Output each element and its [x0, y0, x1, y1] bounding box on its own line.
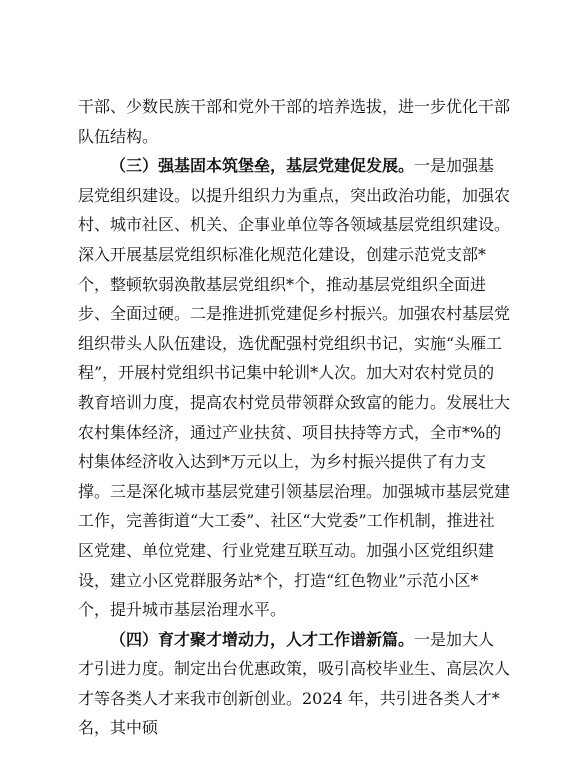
paragraph-cadre-structure: [78, 92, 510, 151]
paragraph-text: 一是加大人才引进力度。制定出台优惠政策，吸引高校毕业生、高层次人才等各类人才来我市创新创业。2024 年，共引进各类人才*名，其中硕: [78, 629, 511, 738]
paragraph-talent-work: [78, 625, 510, 743]
section-heading-four: （四）育才聚才增动力，人才工作谱新篇。: [110, 629, 415, 649]
paragraph-text: 一是加强基层党组织建设。以提升组织力为重点，突出政治功能，加强农村、城市社区、机关、企事业单位等各领域基层党组织建设。深入开展基层党组织标准化规范化建设，创建示范党支部*个，整顿软弱涣散基层党组织*个，推动基层党组织全面进步、全面过硬。二是推进抓党建促乡村振兴。加强农村基层党组织带头人队伍建设，选优配强村党组织书记，实施“头雁工程”，开展村党组织书记集中轮训*人次。加大对农村党员的教育培训力度，提高农村党员带领群众致富的能力。发展壮大农村集体经济，通过产业扶贫、项目扶持等方式，全市*%的村集体经济收入达到*万元以上，为乡村振兴提供了有力支撑。三是深化城市基层党建引领基层治理。加强城市基层党建工作，完善街道“大工委”、社区“大党委”工作机制，推进社区党建、单位党建、行业党建互联互动。加强小区党组织建设，建立小区党群服务站*个，打造“红色物业”示范小区*个，提升城市基层治理水平。: [78, 156, 511, 620]
section-heading-three: （三）强基固本筑堡垒，基层党建促发展。: [110, 156, 415, 176]
paragraph-text: 干部、少数民族干部和党外干部的培养选拔，进一步优化干部队伍结构。: [78, 97, 511, 146]
document-body: [78, 92, 510, 743]
paragraph-grassroots-party-building: [78, 151, 510, 625]
